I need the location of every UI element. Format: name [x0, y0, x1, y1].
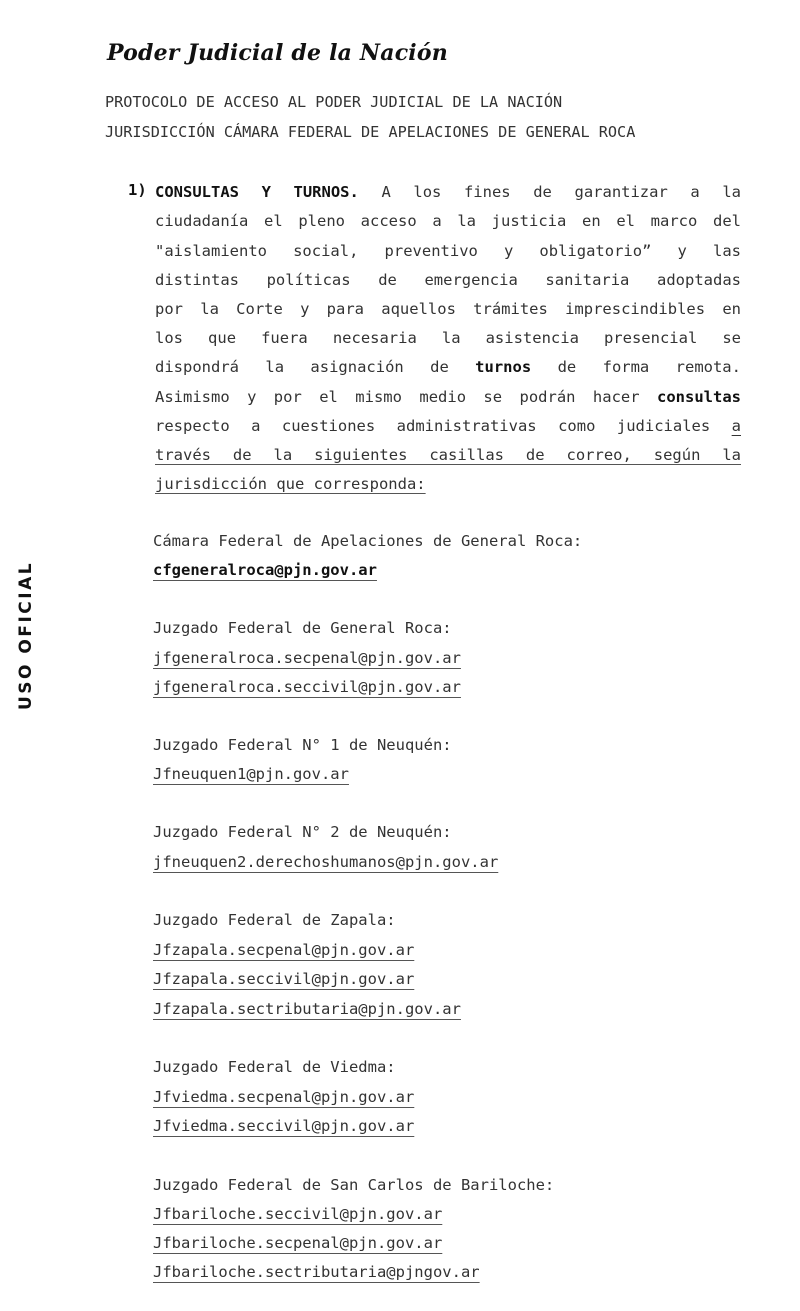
paragraph-line-11: jurisdicción que corresponda:	[155, 475, 426, 493]
letterhead: Poder Judicial de la Nación	[107, 40, 448, 66]
paragraph-line-9	[155, 415, 741, 437]
email-link[interactable]: Jfzapala.seccivil@pjn.gov.ar	[153, 970, 415, 988]
paragraph-line-1	[155, 181, 741, 203]
paragraph-line-4: distintas políticas de emergencia sanitaria adoptadas	[155, 271, 741, 289]
email-link[interactable]: Jfbariloche.seccivil@pjn.gov.ar	[153, 1205, 443, 1223]
turnos-keyword: turnos	[475, 358, 532, 376]
email-link[interactable]: Jfviedma.secpenal@pjn.gov.ar	[153, 1088, 415, 1106]
email-link[interactable]: Jfbariloche.sectributaria@pjngov.ar	[153, 1263, 480, 1281]
court-name: Cámara Federal de Apelaciones de General Roca:	[153, 532, 583, 550]
court-name: Juzgado Federal de General Roca:	[153, 619, 452, 637]
paragraph-line-10: través de la siguientes casillas de correo, según la	[155, 446, 741, 464]
header-line-jurisdiction: JURISDICCIÓN CÁMARA FEDERAL DE APELACIONES DE GENERAL ROCA	[105, 123, 636, 141]
paragraph-line-6: los que fuera necesaria la asistencia presencial se	[155, 329, 741, 347]
email-link[interactable]: jfgeneralroca.secpenal@pjn.gov.ar	[153, 649, 461, 667]
consultas-keyword: consultas	[657, 388, 741, 406]
header-line-protocol: PROTOCOLO DE ACCESO AL PODER JUDICIAL DE LA NACIÓN	[105, 93, 563, 111]
paragraph-line-9-underlined: a	[731, 417, 741, 435]
paragraph-line-7-pre: dispondrá la asignación de	[155, 358, 449, 376]
email-link[interactable]: cfgeneralroca@pjn.gov.ar	[153, 561, 377, 579]
court-name: Juzgado Federal N° 1 de Neuquén:	[153, 736, 452, 754]
section-number: 1)	[128, 181, 147, 199]
side-label-uso-oficial: USO OFICIAL	[16, 560, 36, 710]
email-link[interactable]: Jfbariloche.secpenal@pjn.gov.ar	[153, 1234, 443, 1252]
paragraph-line-7-post: de forma remota.	[557, 358, 741, 376]
court-name: Juzgado Federal de Viedma:	[153, 1058, 396, 1076]
paragraph-line-1-text: A los fines de garantizar a la	[381, 183, 741, 201]
paragraph-line-5: por la Corte y para aquellos trámites imprescindibles en	[155, 300, 741, 318]
section-title: CONSULTAS Y TURNOS.	[155, 183, 359, 201]
court-name: Juzgado Federal de Zapala:	[153, 911, 396, 929]
paragraph-line-3: "aislamiento social, preventivo y obligatorio” y las	[155, 242, 741, 260]
paragraph-line-9-pre: respecto a cuestiones administrativas como judiciales	[155, 417, 711, 435]
paragraph-line-7	[155, 356, 741, 378]
court-name: Juzgado Federal de San Carlos de Bariloche:	[153, 1176, 555, 1194]
email-link[interactable]: Jfviedma.seccivil@pjn.gov.ar	[153, 1117, 415, 1135]
email-link[interactable]: jfneuquen2.derechoshumanos@pjn.gov.ar	[153, 853, 499, 871]
paragraph-line-2: ciudadanía el pleno acceso a la justicia en el marco del	[155, 212, 741, 230]
court-name: Juzgado Federal N° 2 de Neuquén:	[153, 823, 452, 841]
email-link[interactable]: Jfzapala.sectributaria@pjn.gov.ar	[153, 1000, 461, 1018]
paragraph-line-8	[155, 386, 741, 408]
email-link[interactable]: Jfzapala.secpenal@pjn.gov.ar	[153, 941, 415, 959]
paragraph-line-8-pre: Asimismo y por el mismo medio se podrán hacer	[155, 388, 640, 406]
email-link[interactable]: Jfneuquen1@pjn.gov.ar	[153, 765, 349, 783]
email-link[interactable]: jfgeneralroca.seccivil@pjn.gov.ar	[153, 678, 461, 696]
